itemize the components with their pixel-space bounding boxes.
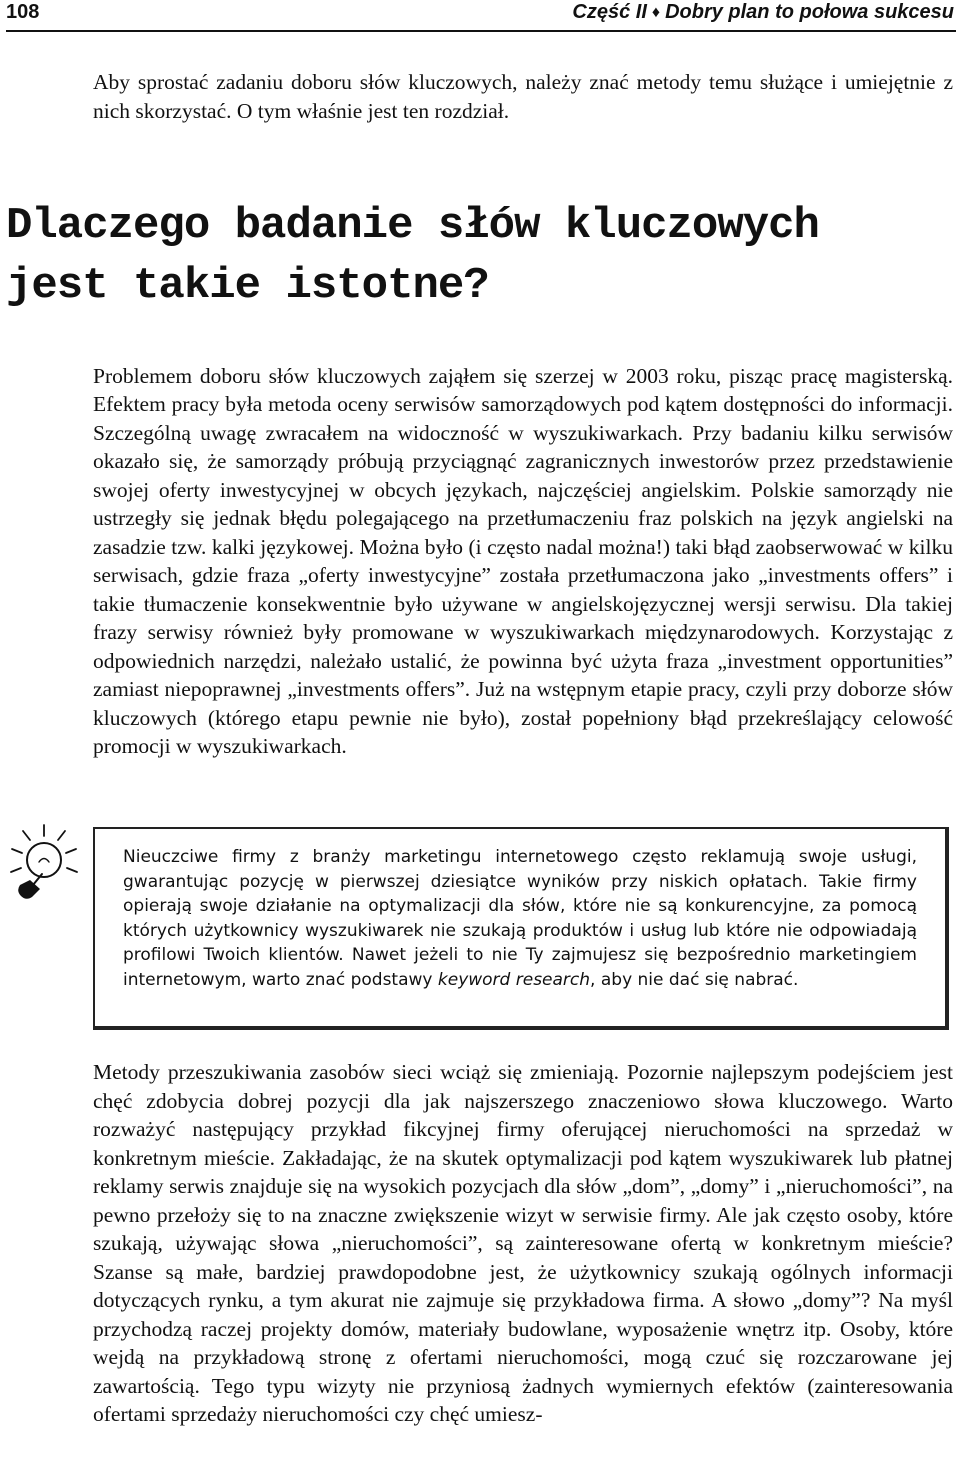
tip-text-end: , aby nie dać się nabrać. — [590, 969, 799, 990]
lightbulb-icon — [8, 822, 80, 902]
tip-text-keyword-research: keyword research — [437, 969, 591, 990]
page-number: 108 — [6, 1, 40, 23]
intro-paragraph: Aby sprostać zadaniu doboru słów kluczowych, należy znać metody temu służące i umiejętnie z nich skorzystać. O tym właśnie jest ten rozdział. — [93, 70, 953, 123]
paragraph-lead: Problemem doboru słów kluczowych zająłem się szerzej w 2003 roku, pisząc pracę magisterską. Efektem pracy była metoda oceny serwisów samorządowych pod kątem dostępności do informacji. Szczególną uwagę zwracałem na widoczność w wyszukiwarkach. — [93, 363, 953, 445]
part-label: Część II — [572, 1, 647, 23]
paragraph-continuation: Przy badaniu kilku serwisów okazało się, że samorządy próbują przyciągnąć zagranicznych inwestorów przez przedstawienie swojej oferty inwestycyjnej w obcych językach, najczęściej angielskim. Polskie samorządy nie ustrzegły się jednak błędu polegającego na przetłumaczeniu fraz polskich na język angielski na zasadzie tzw. kalki językowej. Można było (i często nadal można!) taki błąd zaobserwować w kilku serwisach, gdzie fraza „oferty inwestycyjne” została przetłumaczona jako „investments offers” i takie tłumaczenie konsekwentnie było używane w angielskojęzycznej wersji serwisu. Dla takiej frazy serwisy również były promowane w wyszukiwarkach międzynarodowych. Korzystając z odpowiednich narzędzi, należało ustalić, że powinna być użyta fraza „investment opportunities” zamiast niepoprawnej „investments offers”. Już na wstępnym etapie pracy, czyli przy doborze słów kluczowych (którego etapu pewnie nie było), został popełniony błąd przekreślający celowość promocji w wyszukiwarkach. — [93, 420, 953, 758]
tip-text-main: Nieuczciwe firmy z branży marketingu internetowego często reklamują swoje usługi, gwarantując pozycję w pierwszej dziesiątce wyników przy niskich opłatach. Takie firmy opierają swoje działanie na optymalizacji dla słów, które nie są konkurencyjne, za pomocą których użytkownicy wyszukiwarek nie szukają produktów i usług lub które nie odpowiadają profilowi Twoich klientów. Nawet jeżeli to nie Ty zajmujesz się bezpośrednio marketingiem internetowym, warto znać podstawy — [123, 847, 917, 990]
diamond-separator-icon: ♦ — [651, 4, 661, 21]
chapter-label: Dobry plan to połowa sukcesu — [665, 1, 954, 23]
section-heading-line-1: Dlaczego badanie słów kluczowych — [6, 201, 819, 251]
section-heading — [6, 196, 956, 316]
paragraph-search-methods: Metody przeszukiwania zasobów sieci wciąż się zmieniają. Pozornie najlepszym podejściem jest chęć zdobycia dobrej pozycji dla jak najszerszego znaczeniowo słowa kluczowego. Warto rozważyć następujący przykład fikcyjnej firmy oferującej nieruchomości na sprzedaż w konkretnym mieście. Zakładając, że na skutek optymalizacji pod kątem wyszukiwarek lub płatnej reklamy serwis znajduje się na wysokich pozycjach dla słów „dom”, „domy” i „nieruchomości”, na pewno przełoży się to na znaczne zwiększenie wizyt w serwisie firmy. Ale jak często osoby, które szukają, używając słowa „nieruchomości”, są zainteresowane ofertą w konkretnym mieście? Szanse są małe, bardziej prawdopodobne jest, że użytkownicy szukają ogólnych informacji dotyczących rynku, a tym akurat nie zajmuje się przykładowa firma. A słowo „domy”? Na myśl przychodzą raczej projekty domów, materiały budowlane, wyposażenie wnętrz itp. Osoby, które wejdą na przykładową stronę z ofertami nieruchomości, mogą czuć się rozczarowane jej zawartością. Tego typu wizyty nie przyniosą żadnych wymiernych efektów (zainteresowania ofertami sprzedaży nieruchomości czy chęć umiesz- — [93, 1060, 953, 1426]
tip-box — [93, 827, 949, 1030]
section-heading-line-2: jest takie istotne? — [6, 261, 489, 311]
paragraph-keyword-research-story — [93, 362, 953, 761]
tip-text — [123, 845, 917, 992]
running-header — [6, 0, 956, 32]
running-head — [572, 1, 954, 24]
